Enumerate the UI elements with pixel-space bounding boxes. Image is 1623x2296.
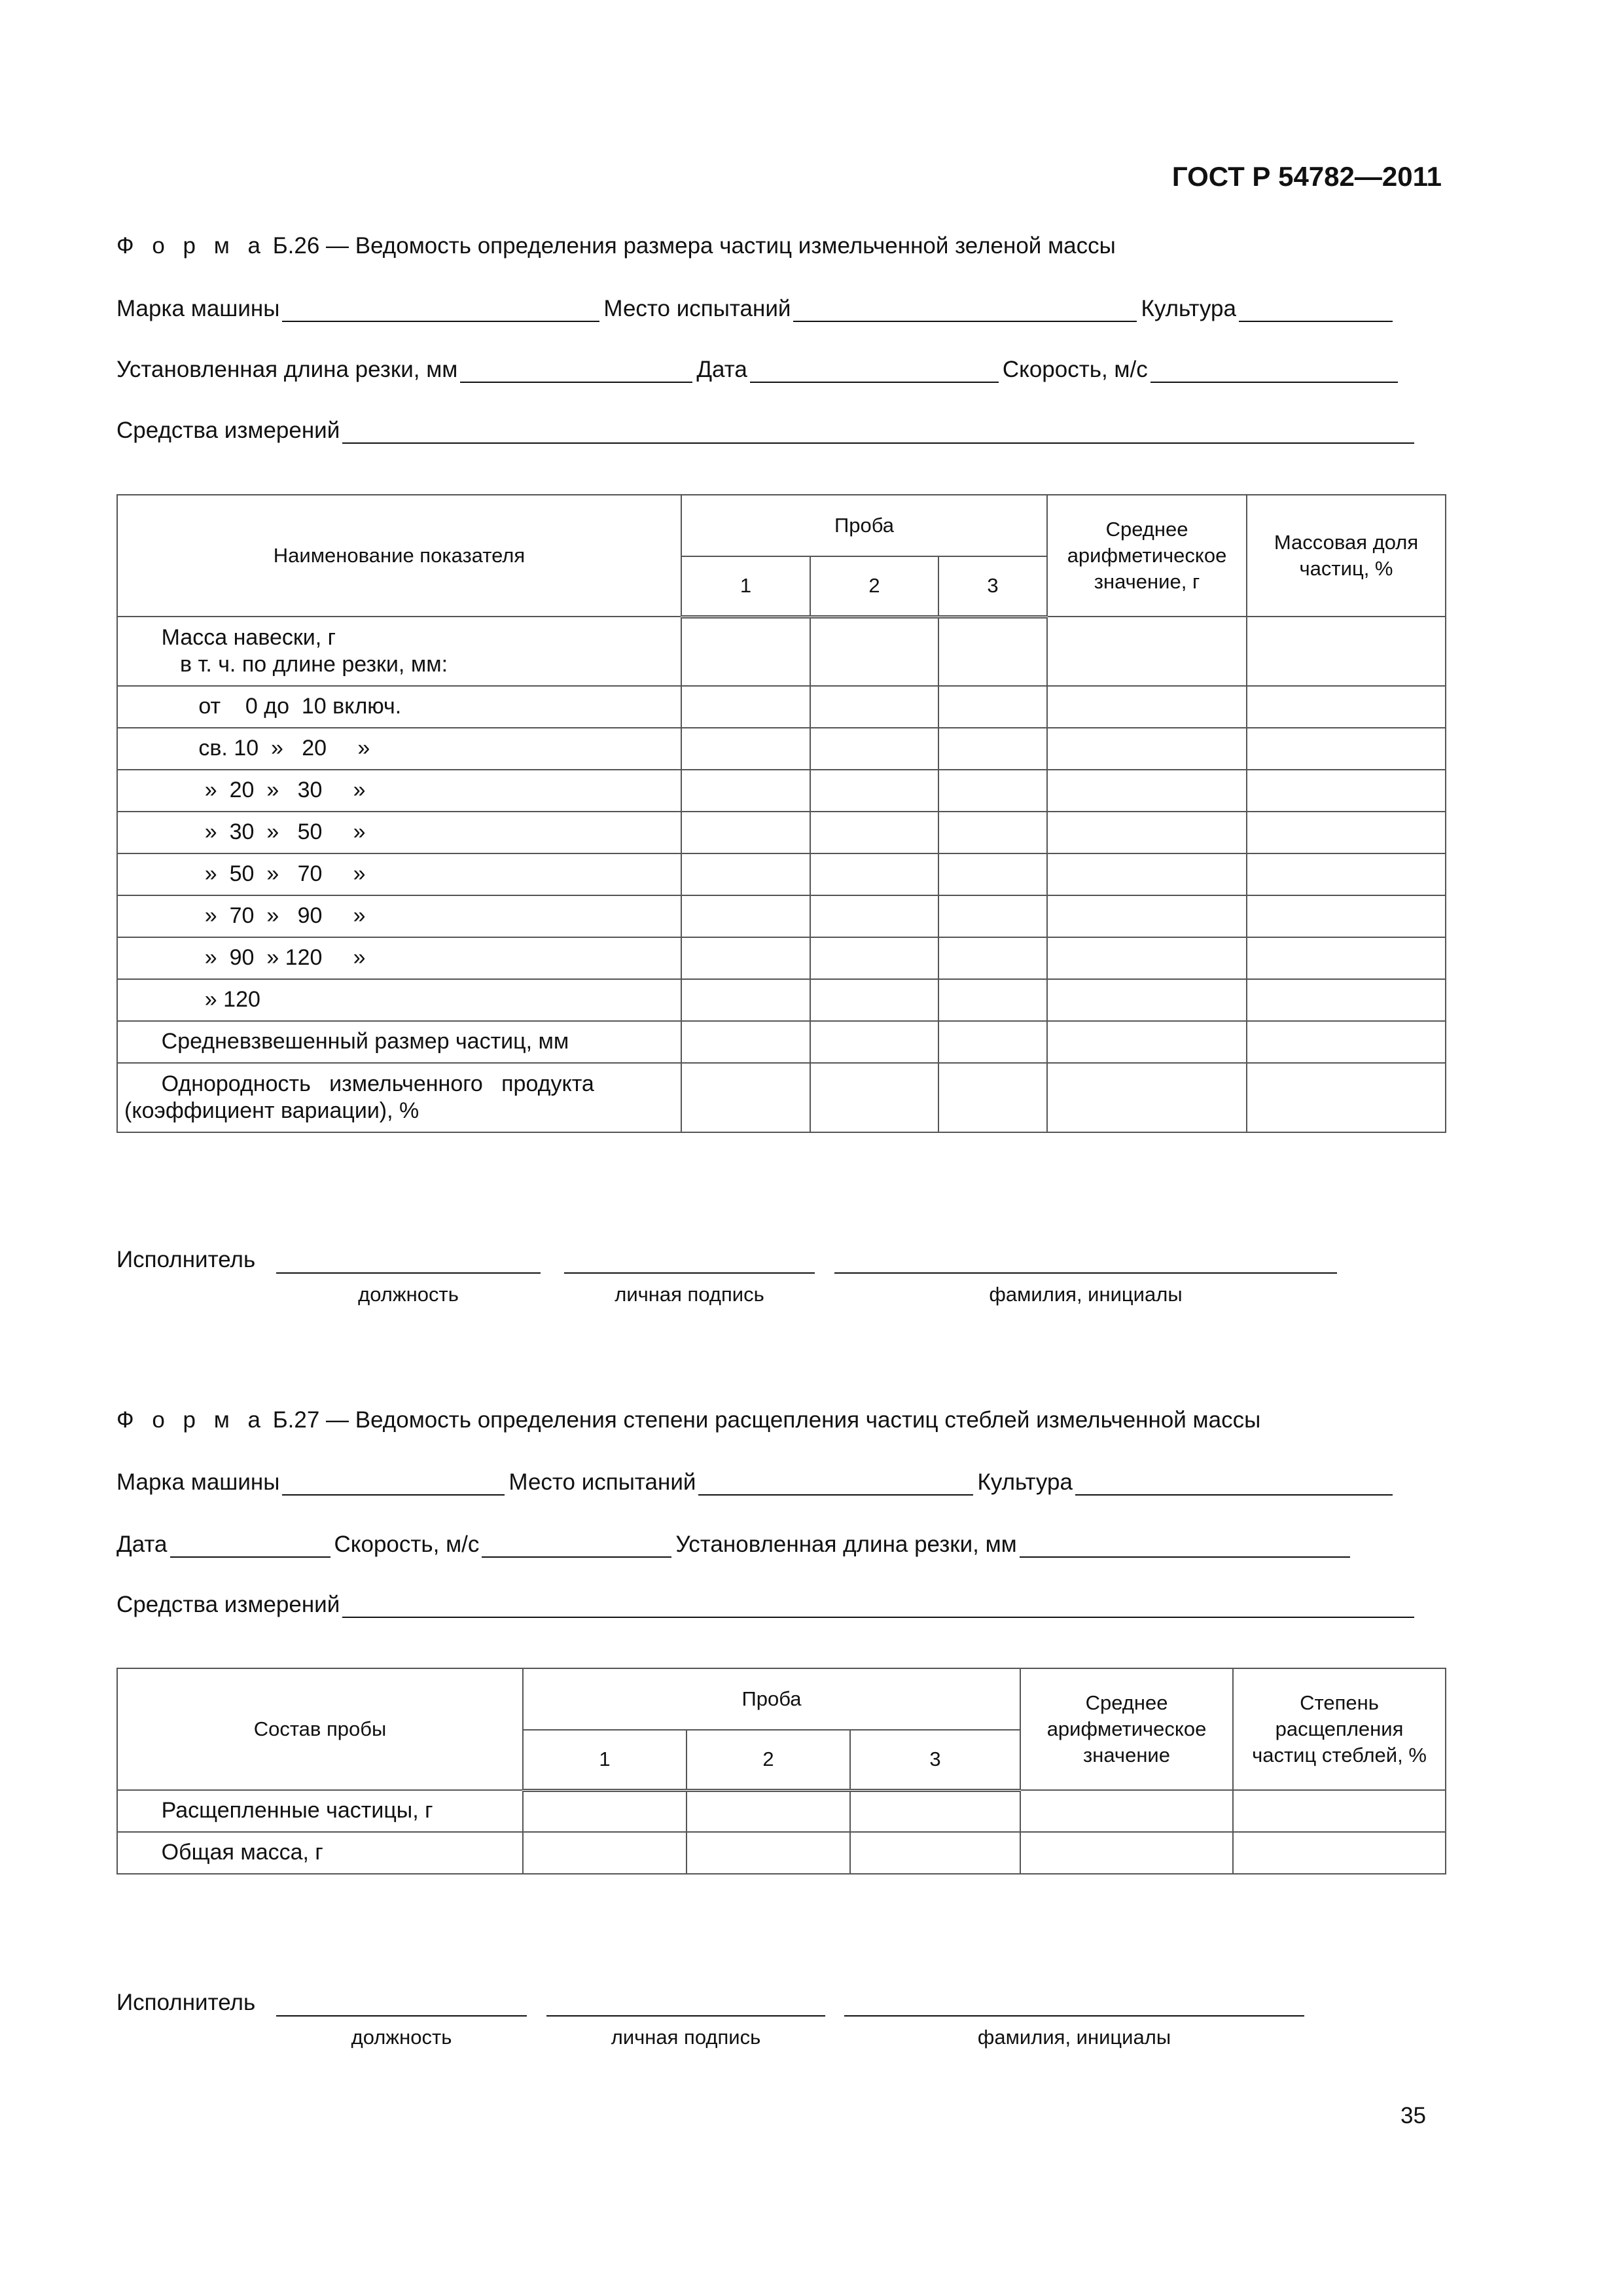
- header-sample: Проба: [681, 495, 1047, 556]
- table-row: [117, 617, 1446, 686]
- form27-row3: [116, 1592, 1418, 1618]
- name-line[interactable]: [844, 2014, 1304, 2017]
- machine-brand-field[interactable]: [282, 301, 599, 322]
- machine-brand-label: Марка машины: [116, 1469, 280, 1495]
- form27-row1: [116, 1469, 1397, 1496]
- row-label: Средневзвешенный размер частиц, мм: [117, 1021, 681, 1063]
- position-caption: должность: [351, 2026, 452, 2049]
- position-line[interactable]: [276, 1271, 541, 1274]
- row-label: Однородность измельченного продукта (коэффициент вариации), %: [117, 1063, 681, 1132]
- header-sample-3: 3: [938, 556, 1047, 617]
- date-field[interactable]: [170, 1537, 330, 1558]
- row-label: от 0 до 10 включ.: [117, 686, 681, 728]
- table-row: [117, 1021, 1446, 1063]
- form26-title: [116, 233, 1116, 259]
- table-row: [117, 1790, 1446, 1832]
- row-label: » 50 » 70 »: [117, 853, 681, 895]
- name-line[interactable]: [834, 1271, 1337, 1274]
- crop-label: Культура: [977, 1469, 1073, 1495]
- row-label: Расщепленные частицы, г: [117, 1790, 523, 1832]
- form26-row1: [116, 296, 1397, 322]
- form26-row2: [116, 357, 1402, 383]
- machine-brand-label: Марка машины: [116, 296, 280, 321]
- cut-length-label: Установленная длина резки, мм: [116, 357, 458, 382]
- header-sample-1: 1: [681, 556, 810, 617]
- executor-label: Исполнитель: [116, 1990, 256, 2015]
- test-site-field[interactable]: [698, 1475, 973, 1496]
- header-sample-1: 1: [523, 1730, 687, 1790]
- test-site-label: Место испытаний: [508, 1469, 696, 1495]
- crop-label: Культура: [1141, 296, 1236, 321]
- form27-title: [116, 1407, 1260, 1433]
- form27-title-text: Б.27 — Ведомость определения степени расщепления частиц стеблей измельченной массы: [266, 1407, 1261, 1433]
- row-label: » 70 » 90 »: [117, 895, 681, 937]
- signature-caption: личная подпись: [611, 2026, 761, 2049]
- date-label: Дата: [696, 357, 747, 382]
- table-row: [117, 728, 1446, 770]
- instruments-label: Средства измерений: [116, 418, 340, 443]
- row-label: » 90 » 120 »: [117, 937, 681, 979]
- signature-line[interactable]: [546, 2014, 825, 2017]
- form26-title-prefix: Ф о р м а: [116, 233, 266, 259]
- name-caption: фамилия, инициалы: [989, 1283, 1183, 1306]
- cut-length-label: Установленная длина резки, мм: [675, 1532, 1017, 1557]
- header-sample-2: 2: [687, 1730, 850, 1790]
- table-row: [117, 1832, 1446, 1874]
- form27-title-prefix: Ф о р м а: [116, 1407, 266, 1433]
- date-field[interactable]: [750, 362, 999, 383]
- form27-row2: [116, 1532, 1354, 1558]
- row-label: Масса навески, г в т. ч. по длине резки, мм:: [117, 617, 681, 686]
- speed-field[interactable]: [482, 1537, 671, 1558]
- form26-row3: [116, 418, 1418, 444]
- row-label: » 30 » 50 »: [117, 812, 681, 853]
- header-sample: Проба: [523, 1668, 1020, 1730]
- instruments-label: Средства измерений: [116, 1592, 340, 1617]
- table-row: [117, 895, 1446, 937]
- signature-line[interactable]: [564, 1271, 815, 1274]
- speed-label: Скорость, м/с: [1002, 357, 1148, 382]
- speed-label: Скорость, м/с: [334, 1532, 480, 1557]
- test-site-label: Место испытаний: [603, 296, 791, 321]
- form26-table: [116, 494, 1446, 1133]
- standard-number: ГОСТ Р 54782—2011: [1171, 161, 1442, 192]
- signature-caption: личная подпись: [615, 1283, 764, 1306]
- form26-title-text: Б.26 — Ведомость определения размера частиц измельченной зеленой массы: [266, 233, 1116, 259]
- instruments-field[interactable]: [342, 423, 1414, 444]
- table-row: [117, 979, 1446, 1021]
- row-label: » 120: [117, 979, 681, 1021]
- header-sample-composition: Состав пробы: [117, 1668, 523, 1790]
- crop-field[interactable]: [1075, 1475, 1393, 1496]
- crop-field[interactable]: [1239, 301, 1393, 322]
- row-label: Общая масса, г: [117, 1832, 523, 1874]
- date-label: Дата: [116, 1532, 168, 1557]
- test-site-field[interactable]: [793, 301, 1137, 322]
- speed-field[interactable]: [1150, 362, 1398, 383]
- header-sample-2: 2: [810, 556, 938, 617]
- table-row: [117, 686, 1446, 728]
- executor-label: Исполнитель: [116, 1247, 256, 1272]
- form27-table: [116, 1668, 1446, 1874]
- table-row: [117, 937, 1446, 979]
- cut-length-field[interactable]: [1020, 1537, 1350, 1558]
- position-line[interactable]: [276, 2014, 527, 2017]
- row-label: св. 10 » 20 »: [117, 728, 681, 770]
- header-average: Среднее арифметическое значение: [1020, 1668, 1233, 1790]
- header-splitting-degree: Степень расщепления частиц стеблей, %: [1233, 1668, 1446, 1790]
- table-row: [117, 770, 1446, 812]
- position-caption: должность: [358, 1283, 459, 1306]
- row-label: » 20 » 30 »: [117, 770, 681, 812]
- header-mass-share: Массовая доля частиц, %: [1247, 495, 1446, 617]
- cut-length-field[interactable]: [460, 362, 692, 383]
- header-sample-3: 3: [850, 1730, 1020, 1790]
- instruments-field[interactable]: [342, 1597, 1414, 1618]
- name-caption: фамилия, инициалы: [977, 2026, 1171, 2049]
- page-number: 35: [1400, 2103, 1426, 2128]
- header-indicator-name: Наименование показателя: [117, 495, 681, 617]
- header-average: Среднее арифметическое значение, г: [1047, 495, 1247, 617]
- machine-brand-field[interactable]: [282, 1475, 505, 1496]
- table-row: [117, 812, 1446, 853]
- table-row: [117, 1063, 1446, 1132]
- table-row: [117, 853, 1446, 895]
